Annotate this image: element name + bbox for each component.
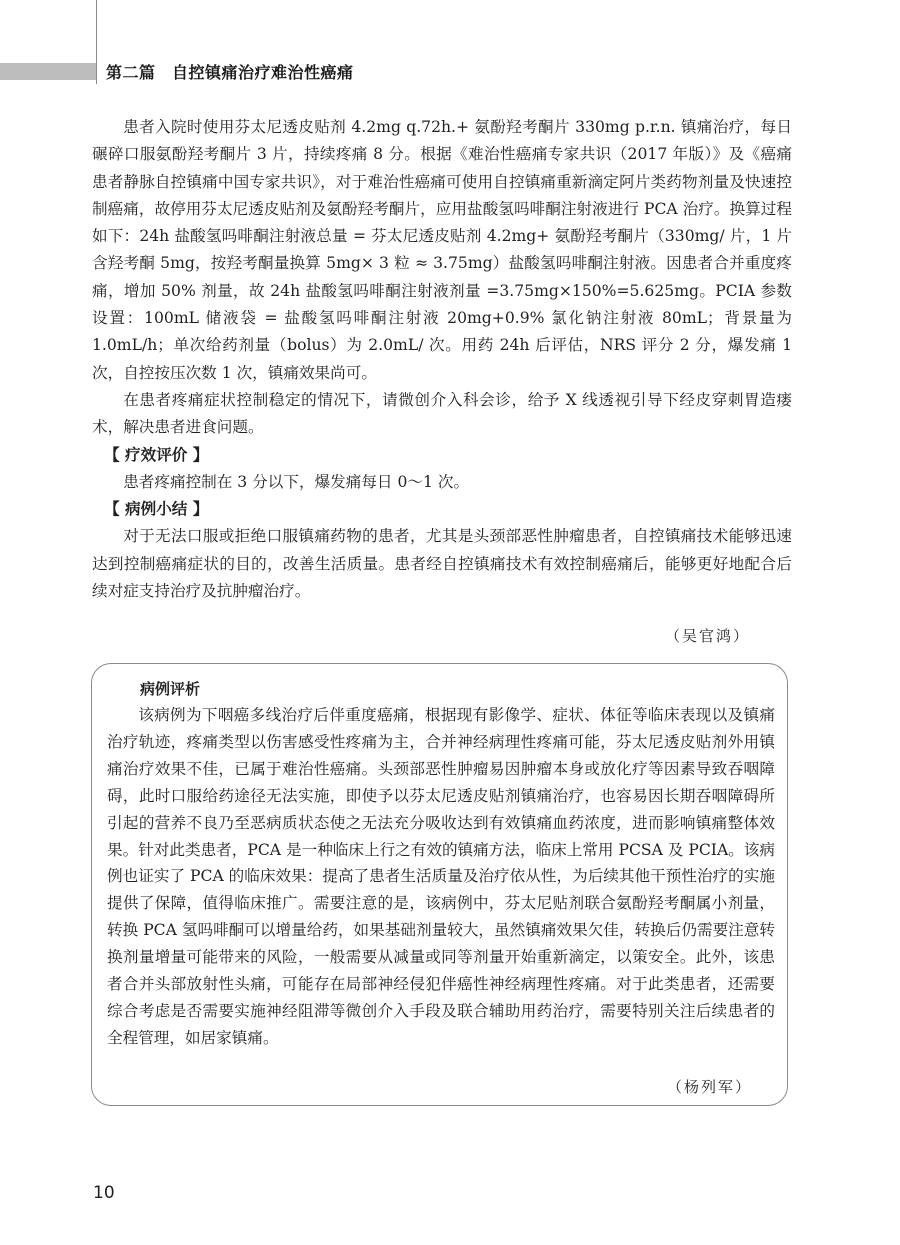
efficacy-text: 患者疼痛控制在 3 分以下，爆发痛每日 0～1 次。	[123, 472, 470, 491]
case-review-body	[107, 702, 775, 1052]
reviewer-signature: （杨列军）	[666, 1078, 752, 1096]
page-number: 10	[93, 1183, 115, 1203]
efficacy-heading: 【 疗效评价 】	[104, 445, 209, 464]
header-divider-line	[96, 0, 97, 84]
case-review-paragraph: 该病例为下咽癌多线治疗后伴重度癌痛，根据现有影像学、症状、体征等临床表现以及镇痛治疗轨迹，疼痛类型以伤害感受性疼痛为主，合并神经病理性疼痛可能，芬太尼透皮贴剂外用镇痛治疗效果不佳，已属于难治性癌痛。头颈部恶性肿瘤易因肿瘤本身或放化疗等因素导致吞咽障碍，此时口服给药途径无法实施，即使予以芬太尼透皮贴剂镇痛治疗，也容易因长期吞咽障碍所引起的营养不良乃至恶病质状态使之无法充分吸收达到有效镇痛血药浓度，进而影响镇痛整体效果。针对此类患者，PCA 是一种临床上行之有效的镇痛方法，临床上常用 PCSA 及 PCIA。该病例也证实了 PCA 的临床效果：提高了患者生活质量及治疗依从性，为后续其他干预性治疗的实施提供了保障，值得临床推广。需要注意的是，该病例中，芬太尼贴剂联合氨酚羟考酮属小剂量，转换 PCA 氢吗啡酮可以增量给药，如果基础剂量较大，虽然镇痛效果欠佳，转换后仍需要注意转换剂量增量可能带来的风险，一般需要从减量或同等剂量开始重新滴定，以策安全。此外，该患者合并头部放射性头痛，可能存在局部神经侵犯伴癌性神经病理性疼痛。对于此类患者，还需要综合考虑是否需要实施神经阻滞等微创介入手段及联合辅助用药治疗，需要特别关注后续患者的全程管理，如居家镇痛。	[107, 706, 775, 1047]
author-signature: （吴官鸿）	[664, 627, 750, 645]
body-paragraph-consultation: 在患者疼痛症状控制稳定的情况下，请微创介入科会诊，给予 X 线透视引导下经皮穿刺胃造瘘术，解决患者进食问题。	[92, 390, 792, 437]
body-paragraph-treatment: 患者入院时使用芬太尼透皮贴剂 4.2mg q.72h.+ 氨酚羟考酮片 330mg p.r.n. 镇痛治疗，每日碾碎口服氨酚羟考酮片 3 片，持续疼痛 8 分。根据《难治性癌痛专家共识（2017 年版）》及《癌痛患者静脉自控镇痛中国专家共识》，对于难治性癌痛可使用自控镇痛重新滴定阿片类药物剂量及快速控制癌痛，故停用芬太尼透皮贴剂及氨酚羟考酮片，应用盐酸氢吗啡酮注射液进行 PCA 治疗。换算过程如下：24h 盐酸氢吗啡酮注射液总量 = 芬太尼透皮贴剂 4.2mg+ 氨酚羟考酮片（330mg/ 片，1 片含羟考酮 5mg，按羟考酮量换算 5mg× 3 粒 ≈ 3.75mg）盐酸氢吗啡酮注射液。因患者合并重度疼痛，增加 50% 剂量，故 24h 盐酸氢吗啡酮注射液剂量 =3.75mg×150%=5.625mg。PCIA 参数设置：100mL 储液袋 = 盐酸氢吗啡酮注射液 20mg+0.9% 氯化钠注射液 80mL；背景量为 1.0mL/h；单次给药剂量（bolus）为 2.0mL/ 次。用药 24h 后评估，NRS 评分 2 分，爆发痛 1 次，自控按压次数 1 次，镇痛效果尚可。	[92, 118, 792, 382]
running-header-title: 第二篇 自控镇痛治疗难治性癌痛	[106, 63, 354, 82]
summary-heading: 【 病例小结 】	[104, 500, 209, 519]
summary-text: 对于无法口服或拒绝口服镇痛药物的患者，尤其是头颈部恶性肿瘤患者，自控镇痛技术能够迅速达到控制癌痛症状的目的，改善生活质量。患者经自控镇痛技术有效控制癌痛后，能够更好地配合后续对症支持治疗及抗肿瘤治疗。	[92, 527, 792, 601]
case-review-title: 病例评析	[140, 680, 201, 698]
header-band	[0, 63, 96, 80]
main-body	[92, 114, 792, 605]
